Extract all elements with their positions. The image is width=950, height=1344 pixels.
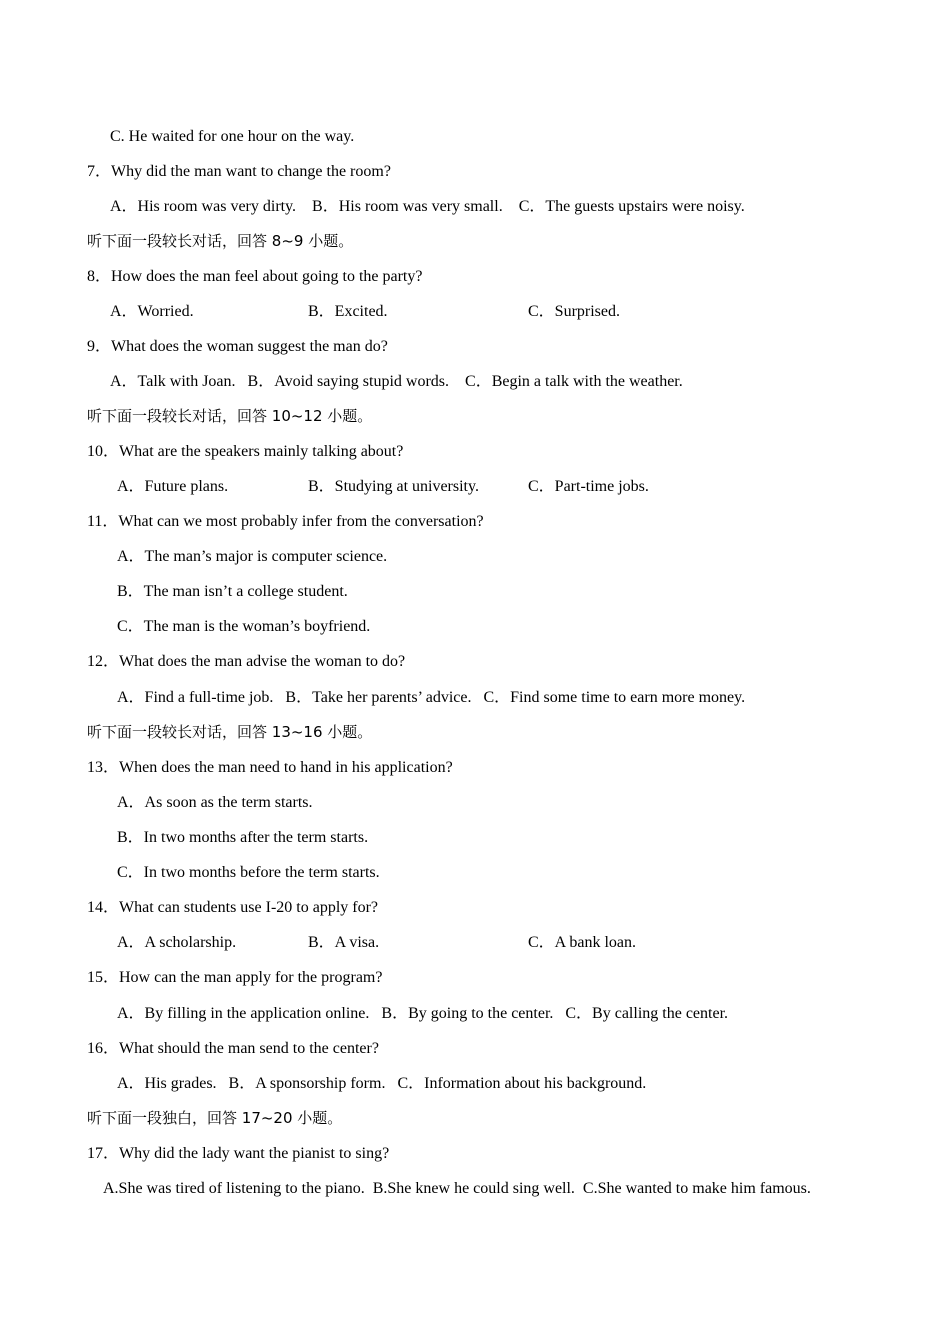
question-14: 14．What can students use I-20 to apply for? bbox=[87, 899, 379, 916]
q10-options bbox=[0, 469, 950, 504]
q8-option-c: C．Surprised. bbox=[528, 303, 621, 320]
q14-options bbox=[0, 925, 950, 960]
section-heading-8-9: 听下面一段较长对话，回答 8~9 小题。 bbox=[87, 232, 354, 250]
q9-options: A．Talk with Joan. B．Avoid saying stupid words. C．Begin a talk with the weather. bbox=[110, 373, 683, 390]
q8-option-a: A．Worried. bbox=[110, 303, 194, 320]
question-8: 8．How does the man feel about going to the party? bbox=[87, 268, 423, 285]
q10-option-c: C．Part-time jobs. bbox=[528, 478, 649, 495]
question-10: 10．What are the speakers mainly talking about? bbox=[87, 443, 404, 460]
question-15: 15．How can the man apply for the program? bbox=[87, 969, 383, 986]
q15-options: A．By filling in the application online. B．By going to the center. C．By calling the center. bbox=[117, 1005, 729, 1022]
q11-option-b: B．The man isn’t a college student. bbox=[117, 583, 348, 600]
section-heading-13-16: 听下面一段较长对话，回答 13~16 小题。 bbox=[87, 723, 373, 741]
q11-option-a: A．The man’s major is computer science. bbox=[117, 548, 388, 565]
q12-options: A．Find a full-time job. B．Take her parents’ advice. C．Find some time to earn more money. bbox=[117, 689, 746, 706]
question-16: 16．What should the man send to the center? bbox=[87, 1040, 379, 1057]
q16-options: A．His grades. B．A sponsorship form. C．Information about his background. bbox=[117, 1075, 647, 1092]
q8-option-b: B．Excited. bbox=[308, 303, 388, 320]
question-7: 7．Why did the man want to change the room? bbox=[87, 163, 391, 180]
q14-option-a: A．A scholarship. bbox=[117, 934, 237, 951]
question-17: 17．Why did the lady want the pianist to sing? bbox=[87, 1145, 390, 1162]
q11-option-c: C．The man is the woman’s boyfriend. bbox=[117, 618, 371, 635]
q7-options: A．His room was very dirty. B．His room was very small. C．The guests upstairs were noisy. bbox=[110, 198, 745, 215]
q13-option-b: B．In two months after the term starts. bbox=[117, 829, 369, 846]
q13-option-c: C．In two months before the term starts. bbox=[117, 864, 380, 881]
q10-option-b: B．Studying at university. bbox=[308, 478, 479, 495]
q14-option-c: C．A bank loan. bbox=[528, 934, 636, 951]
q8-options bbox=[0, 294, 950, 329]
question-13: 13．When does the man need to hand in his application? bbox=[87, 759, 453, 776]
q17-options: A.She was tired of listening to the piano. B.She knew he could sing well. C.She wanted to make him famous. bbox=[103, 1180, 811, 1197]
q13-option-a: A．As soon as the term starts. bbox=[117, 794, 313, 811]
question-12: 12．What does the man advise the woman to do? bbox=[87, 653, 406, 670]
question-9: 9．What does the woman suggest the man do? bbox=[87, 338, 388, 355]
q14-option-b: B．A visa. bbox=[308, 934, 380, 951]
section-heading-10-12: 听下面一段较长对话，回答 10~12 小题。 bbox=[87, 407, 373, 425]
question-11: 11．What can we most probably infer from the conversation? bbox=[87, 513, 484, 530]
section-heading-17-20: 听下面一段独白，回答 17~20 小题。 bbox=[87, 1109, 343, 1127]
q6-option-c: C. He waited for one hour on the way. bbox=[110, 128, 355, 145]
q10-option-a: A．Future plans. bbox=[117, 478, 229, 495]
